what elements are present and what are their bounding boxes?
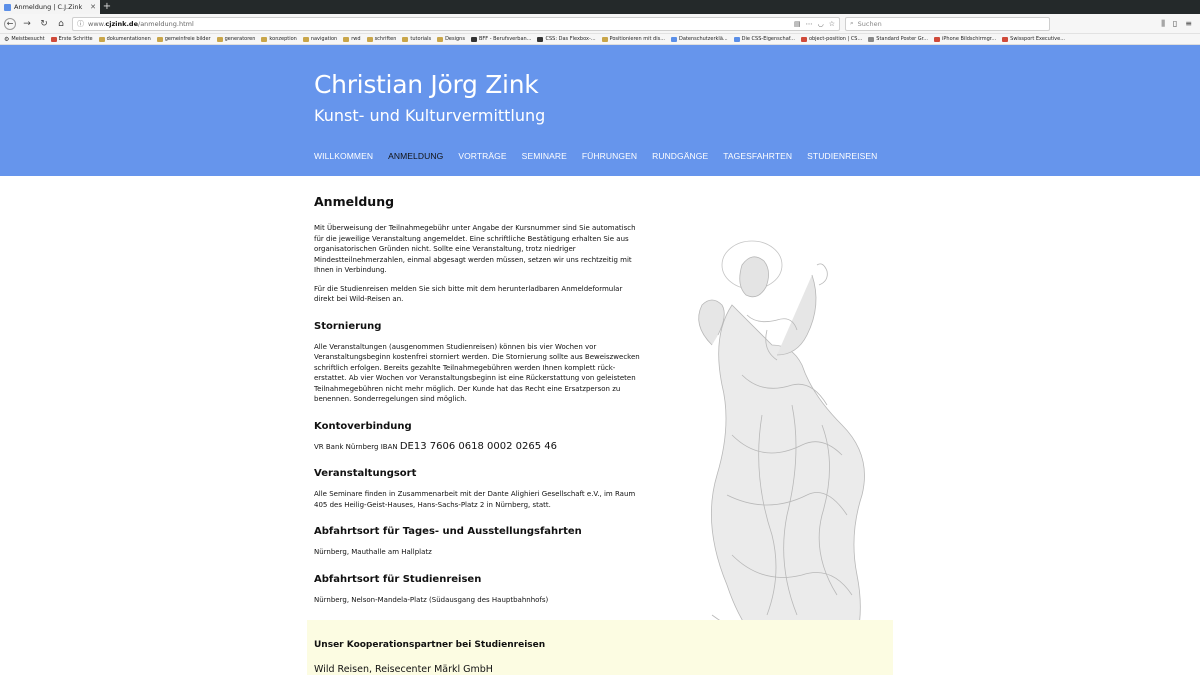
main-navigation [314,151,877,161]
folder-icon [99,37,105,42]
favicon-icon [671,37,677,42]
pocket-icon[interactable]: ◡ [817,19,824,28]
url-host: cjzink.de [105,19,138,28]
abfahrtsort-studien-text: Nürnberg, Nelson-Mandela-Platz (Südausgang des Hauptbahnhofs) [314,595,549,604]
new-tab-button[interactable]: + [102,1,112,12]
tab-bar [0,0,1200,14]
favicon-icon [4,4,11,11]
folder-icon [343,37,349,42]
url-prefix: www. [88,19,106,28]
forward-button[interactable]: → [23,18,31,29]
bookmark-label: konzeption [269,36,297,42]
folder-icon [261,37,267,42]
kontoverbindung-heading: Kontoverbindung [314,420,412,432]
folder-icon [437,37,443,42]
nav-item-rundgänge[interactable]: RUNDGÄNGE [652,151,709,161]
bookmark-label: BFF - Berufsverban... [478,36,532,42]
folder-icon [402,37,408,42]
back-button[interactable]: ← [4,18,16,30]
navigation-toolbar [0,14,1200,34]
folder-icon [602,37,608,42]
bookmark-label: gemeinfreie bilder [164,36,211,42]
favicon-icon [801,37,807,42]
bookmark-label: generatoren [224,36,256,42]
favicon-icon [471,37,477,42]
statue-illustration [672,235,887,675]
reload-button[interactable]: ↻ [40,18,48,29]
abfahrtsort-tages-text: Nürnberg, Mauthalle am Hallplatz [314,548,432,556]
url-actions [794,20,835,28]
bookmark-item[interactable] [602,36,665,42]
stornierung-heading: Stornierung [314,320,382,332]
bookmark-star-icon[interactable]: ☆ [828,19,835,28]
bookmark-label: rwd [351,36,361,42]
bookmark-item[interactable] [99,36,151,42]
nav-item-anmeldung[interactable]: ANMELDUNG [388,151,444,161]
bookmark-label: Meistbesucht [11,36,45,42]
iban-number: DE13 7606 0618 0002 0265 46 [399,440,558,452]
url-path: /anmeldung.html [138,19,194,28]
bookmark-label: tutorials [410,36,432,42]
main-content [314,194,644,613]
browser-tab[interactable] [0,0,100,14]
folder-icon [217,37,223,42]
site-header [0,45,1200,176]
bookmark-item[interactable] [4,36,45,43]
favicon-icon [1002,37,1008,42]
bookmark-label: Erste Schritte [58,36,93,42]
bookmark-label: schriften [374,36,397,42]
bookmark-item[interactable] [157,36,211,42]
bookmark-item[interactable] [934,36,996,42]
folder-icon [303,37,309,42]
partner-box [307,620,893,675]
menu-icon[interactable]: ≡ [1185,18,1192,28]
page-actions-icon[interactable]: ⋯ [805,19,813,28]
nav-item-führungen[interactable]: FÜHRUNGEN [581,151,638,161]
folder-icon [157,37,163,42]
bookmark-item[interactable] [734,36,795,42]
address-bar[interactable] [72,17,840,31]
bank-name: VR Bank Nürnberg IBAN [314,442,400,451]
bookmark-label: Designs [445,36,465,42]
bookmark-label: navigation [310,36,338,42]
bookmark-item[interactable] [471,36,532,42]
gear-icon: ⚙ [4,35,10,43]
veranstaltungsort-text: Alle Seminare finden in Zusammenarbeit mit der Dante Alighieri Gesellschaft e.V., im Raum 405 des Heilig-Geist-Hauses, Hans-Sachs-Platz 2 in Nürnberg, statt. [314,490,636,509]
bookmark-item[interactable] [868,36,928,42]
favicon-icon [934,37,940,42]
page-title: Anmeldung [314,194,395,209]
folder-icon [367,37,373,42]
bookmark-label: Die CSS-Eigenschaf... [741,36,795,42]
search-input[interactable] [845,17,1050,31]
bookmark-label: Positionieren mit dis... [609,36,665,42]
partner-heading: Unser Kooperationspartner bei Studienreisen [314,640,546,650]
close-icon[interactable]: ✕ [90,3,96,11]
sidebar-icon[interactable]: ▯ [1172,18,1178,28]
search-placeholder: Suchen [857,19,882,28]
bookmark-label: dokumentationen [106,36,151,42]
kontoverbindung-text [314,442,644,453]
url-text [88,20,790,28]
bookmark-item[interactable] [217,36,256,42]
favicon-icon [734,37,740,42]
bookmark-item[interactable] [1002,36,1065,42]
bookmark-item[interactable] [537,36,595,42]
library-icon[interactable]: ⫼ [1161,18,1165,28]
bookmark-label: object-position | CS... [808,36,863,42]
bookmark-item[interactable] [261,36,296,42]
home-button[interactable]: ⌂ [58,18,64,29]
bookmark-label: Standard Poster Gr... [876,36,929,42]
bookmark-item[interactable] [51,36,93,42]
favicon-icon [51,37,57,42]
bookmark-item[interactable] [671,36,728,42]
site-title[interactable]: Christian Jörg Zink [314,70,539,99]
nav-item-willkommen[interactable]: WILLKOMMEN [314,151,374,161]
bookmarks-toolbar [0,34,1200,45]
bookmark-item[interactable] [303,36,337,42]
stornierung-text: Alle Veranstaltungen (ausgenommen Studienreisen) können bis vier Wochen vor Veranstaltungsbeginn kostenfrei storniert werden. Die Stornierung sollte aus Beweiszwecken schriftlich erfolgen. Bereits gezahlte Teilnahmegebühren werden Ihnen komplett rück-erstattet. Ab vier Wochen vor Veranstaltungsbeginn ist eine Rückerstattung von geleisteten Teilnahmegebühren nicht mehr möglich. Der Kunde hat das Recht eine Ersatzperson zu benennen. Sonderregelungen sind möglich. [314,342,640,403]
studienreisen-paragraph: Für die Studienreisen melden Sie sich bitte mit dem herunterladbaren Anmeldeformular direkt bei Wild-Reisen an. [314,284,623,303]
nav-item-vorträge[interactable]: VORTRÄGE [458,151,507,161]
partner-company: Wild Reisen, Reisecenter Märkl GmbH [314,664,493,675]
search-icon: ⌕ [850,19,854,27]
bookmark-label: Swissport Executive... [1010,36,1065,42]
veranstaltungsort-heading: Veranstaltungsort [314,468,417,479]
bookmark-label: iPhone Bildschirmgr... [942,36,997,42]
toolbar-right [1161,19,1196,29]
bookmark-item[interactable] [402,36,431,42]
bookmark-item[interactable] [367,36,397,42]
bookmark-label: Datenschutzerklä... [679,36,728,42]
nav-item-seminare[interactable]: SEMINARE [521,151,567,161]
bookmark-label: CSS: Das Flexbox-... [545,36,596,42]
bookmark-item[interactable] [343,36,360,42]
info-icon[interactable]: ⓘ [77,19,84,28]
nav-item-tagesfahrten[interactable]: TAGESFAHRTEN [723,151,793,161]
bookmark-item[interactable] [437,36,465,42]
abfahrtsort-tages-heading: Abfahrtsort für Tages- und Ausstellungsfahrten [314,526,582,537]
reader-view-icon[interactable]: ▤ [793,19,801,28]
bookmark-item[interactable] [801,36,862,42]
favicon-icon [868,37,874,42]
favicon-icon [537,37,543,42]
abfahrtsort-studien-heading: Abfahrtsort für Studienreisen [314,573,482,585]
nav-item-studienreisen[interactable]: STUDIENREISEN [807,151,878,161]
site-subtitle: Kunst- und Kulturvermittlung [314,106,546,125]
tab-title: Anmeldung | C.J.Zink [14,3,83,11]
intro-paragraph: Mit Überweisung der Teilnahmegebühr unter Angabe der Kursnummer sind Sie automatisch für die jeweilige Veranstaltung angemeldet. Eine schriftliche Bestätigung erhalten Sie aus organisatorischen Gründen nicht. Sollte eine Veranstaltung, trotz niedriger Mindestteilnehmerzahlen, einmal abgesagt werden müssen, setzen wir uns rechtzeitig mit Ihnen in Verbindung. [314,224,636,274]
